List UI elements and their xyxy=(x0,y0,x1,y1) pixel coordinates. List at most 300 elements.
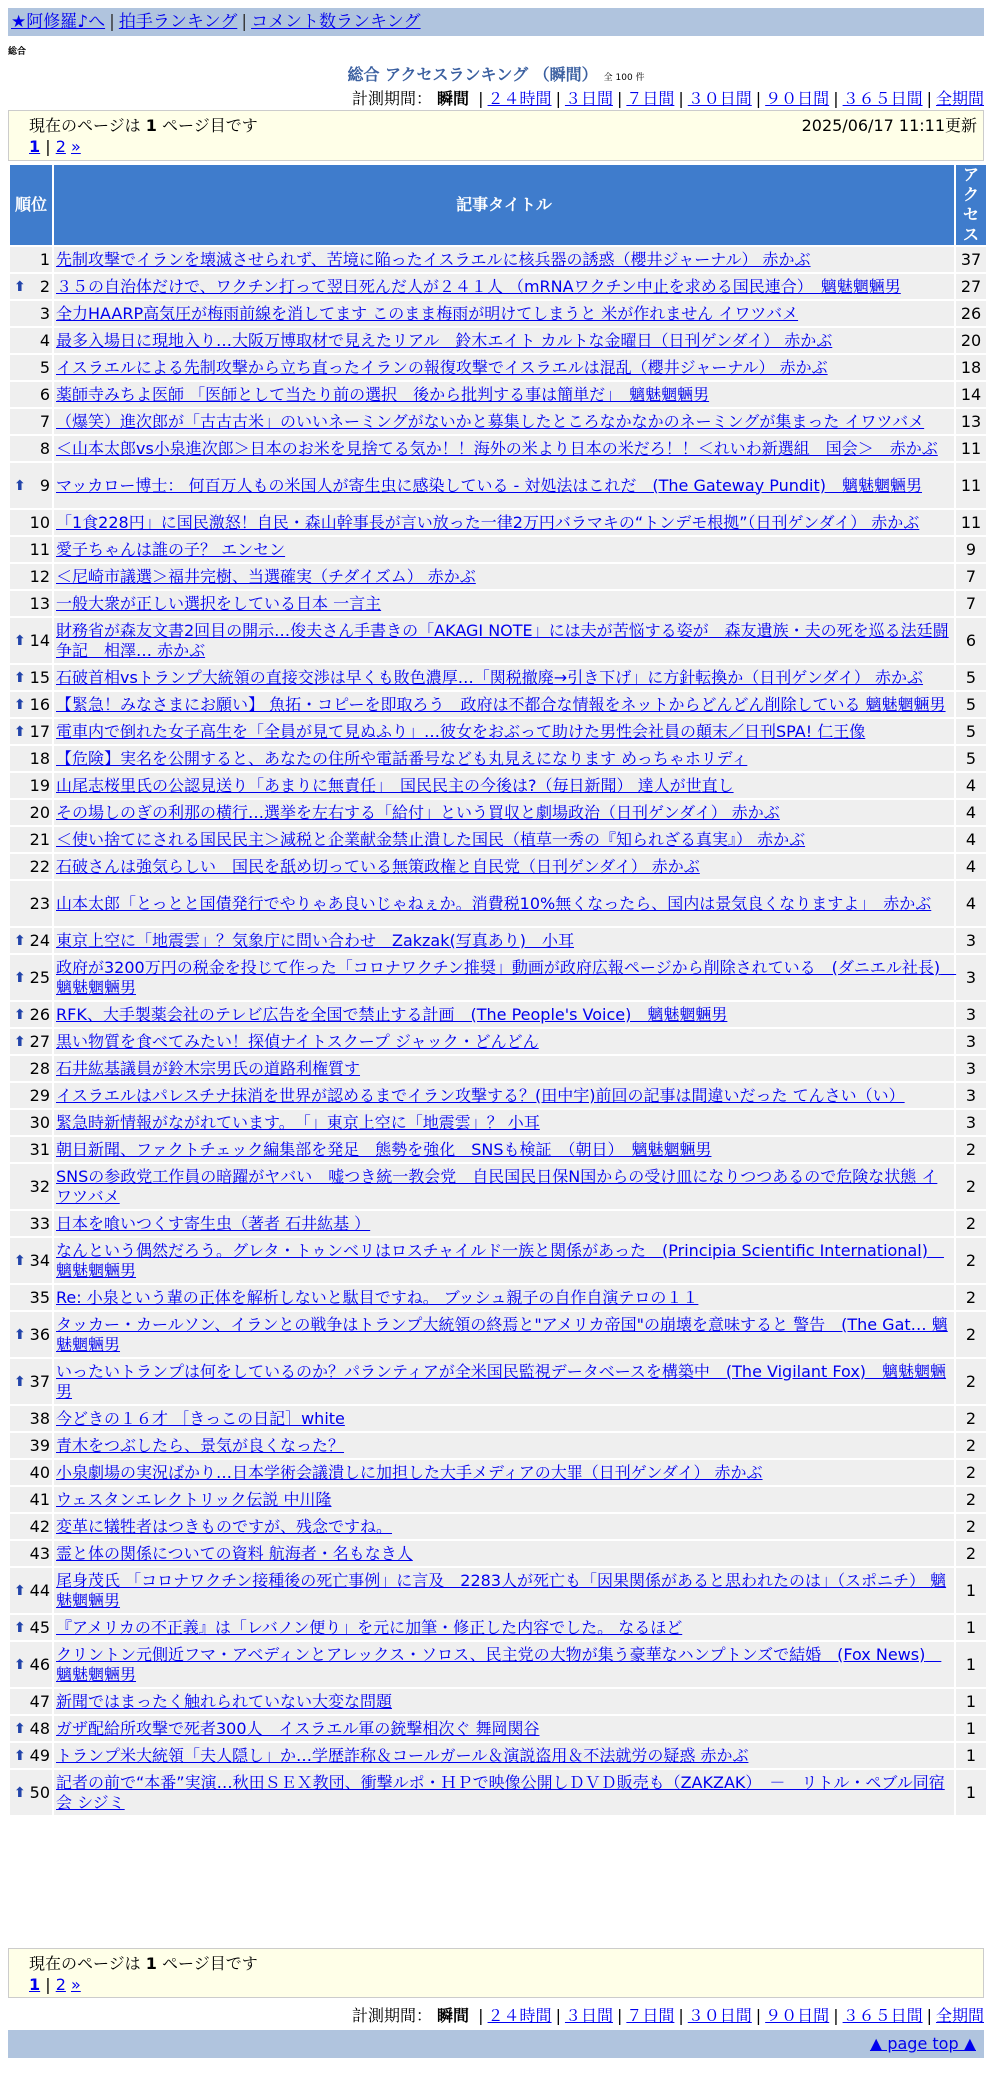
article-title-link[interactable]: 東京上空に「地震雲」？気象庁に問い合わせ Zakzak(写真あり) 小耳 xyxy=(56,930,574,950)
article-title-link[interactable]: 日本を喰いつくす寄生虫（著者 石井紘基 ） xyxy=(56,1213,371,1233)
rank-number: 38 xyxy=(29,1408,50,1428)
title-cell xyxy=(54,1285,954,1310)
rank-number: 14 xyxy=(29,630,50,650)
article-title-link[interactable]: 薬師寺みちよ医師 「医師として当たり前の選択 後から批判する事は簡単だ」 魑魅魍魎男 xyxy=(56,384,710,404)
table-row xyxy=(10,665,986,690)
rank-cell xyxy=(10,692,52,717)
rank-number: 5 xyxy=(39,357,50,377)
title-cell xyxy=(54,1615,954,1640)
title-cell xyxy=(54,1743,954,1768)
access-count: 2 xyxy=(956,1460,986,1485)
table-row xyxy=(10,1743,986,1768)
access-count: 4 xyxy=(956,881,986,926)
title-cell xyxy=(54,409,954,434)
table-row xyxy=(10,1137,986,1162)
article-title-link[interactable]: ガザ配給所攻撃で死者300人 イスラエル軍の銃撃相次ぐ 舞岡関谷 xyxy=(56,1718,540,1738)
rank-cell xyxy=(10,1002,52,1027)
article-title-link[interactable]: 新聞ではまったく触れられていない大変な問題 xyxy=(56,1691,393,1711)
next-page-link[interactable]: » xyxy=(70,137,81,156)
article-title-link[interactable]: Re: 小泉という輩の正体を解析しないと駄目ですね。 ブッシュ親子の自作自演テロの１１ xyxy=(56,1287,699,1307)
article-title-link[interactable]: 黒い物質を食べてみたい！探偵ナイトスクープ ジャック・どんどん xyxy=(56,1031,539,1051)
period-link[interactable]: 全期間 xyxy=(935,89,984,108)
rank-up-arrow-icon: ⬆ xyxy=(14,969,26,986)
title-cell xyxy=(54,1238,954,1283)
table-row xyxy=(10,1433,986,1458)
article-title-link[interactable]: 最多入場日に現地入り…大阪万博取材で見えたリアル 鈴木エイト カルトな金曜日（日刊ゲンダイ） 赤かぶ xyxy=(56,330,833,350)
rank-number: 11 xyxy=(29,539,50,559)
access-count: 2 xyxy=(956,1541,986,1566)
title-cell xyxy=(54,463,954,508)
table-row xyxy=(10,301,986,326)
rank-cell xyxy=(10,1029,52,1054)
rank-cell xyxy=(10,1615,52,1640)
access-count: 2 xyxy=(956,1312,986,1357)
rank-number: 24 xyxy=(29,930,50,950)
article-title-link[interactable]: マッカロー博士： 何百万人もの米国人が寄生虫に感染している - 対処法はこれだ (The Gateway Pundit) 魑魅魍魎男 xyxy=(56,475,923,495)
access-count: 37 xyxy=(956,247,986,272)
period-selector-top xyxy=(352,86,984,109)
article-title-link[interactable]: SNSの参政党工作員の暗躍がヤバい 嘘つき統一教会党 自民国民日保N国からの受け皿になりつつあるので危険な状態 イワツバメ xyxy=(56,1166,938,1206)
table-row xyxy=(10,1770,986,1815)
next-page-link[interactable]: » xyxy=(70,1975,81,1994)
rank-number: 44 xyxy=(29,1580,50,1600)
article-title-link[interactable]: 山本太郎「とっとと国債発行でやりゃあ良いじゃねぇか。消費税10%無くなったら、国内は景気良くなりますよ」 赤かぶ xyxy=(56,893,932,913)
rank-number: 50 xyxy=(29,1782,50,1802)
rank-number: 15 xyxy=(29,667,50,687)
rank-up-arrow-icon: ⬆ xyxy=(14,1373,26,1390)
article-title-link[interactable]: イスラエルによる先制攻撃から立ち直ったイランの報復攻撃でイスラエルは混乱（櫻井ジャーナル） 赤かぶ xyxy=(56,357,828,377)
period-selector-bottom xyxy=(352,2003,984,2026)
rank-cell xyxy=(10,1238,52,1283)
access-count: 4 xyxy=(956,800,986,825)
period-separator: | xyxy=(478,2006,484,2025)
table-row xyxy=(10,1002,986,1027)
page-top-link[interactable]: ▲ page top ▲ xyxy=(869,2034,976,2053)
title-cell xyxy=(54,1406,954,1431)
rank-up-arrow-icon: ⬆ xyxy=(14,696,26,713)
rank-up-arrow-icon: ⬆ xyxy=(14,669,26,686)
title-cell xyxy=(54,537,954,562)
period-link[interactable]: ７日間 xyxy=(626,2006,675,2025)
table-row xyxy=(10,773,986,798)
rank-number: 26 xyxy=(29,1004,50,1024)
period-link[interactable]: ３０日間 xyxy=(687,2006,752,2025)
article-title-link[interactable]: タッカー・カールソン、イランとの戦争はトランプ大統領の終焉と"アメリカ帝国"の崩壊を意味すると 警告 (The Gat… 魑魅魍魎男 xyxy=(56,1314,948,1354)
access-count: 1 xyxy=(956,1642,986,1687)
rank-cell xyxy=(10,1406,52,1431)
access-count: 2 xyxy=(956,1285,986,1310)
period-link[interactable]: 全期間 xyxy=(935,2006,984,2025)
rank-number: 45 xyxy=(29,1617,50,1637)
table-row xyxy=(10,854,986,879)
period-link[interactable]: ３６５日間 xyxy=(842,89,923,108)
rank-cell xyxy=(10,618,52,663)
rank-number: 6 xyxy=(39,384,50,404)
period-link[interactable]: ７日間 xyxy=(626,89,675,108)
access-count: 1 xyxy=(956,1716,986,1741)
article-title-link[interactable]: 緊急時新情報がながれています。 「」東京上空に「地震雲」？ 小耳 xyxy=(56,1112,540,1132)
rank-up-arrow-icon: ⬆ xyxy=(14,932,26,949)
rank-number: 12 xyxy=(29,566,50,586)
article-title-link[interactable]: 青木をつぶしたら、景気が良くなった？ xyxy=(56,1435,345,1455)
rank-cell xyxy=(10,409,52,434)
title-cell xyxy=(54,827,954,852)
rank-cell xyxy=(10,1056,52,1081)
access-count: 2 xyxy=(956,1359,986,1404)
access-count: 2 xyxy=(956,1238,986,1283)
access-count: 2 xyxy=(956,1406,986,1431)
home-link[interactable]: ★阿修羅♪へ xyxy=(11,12,106,32)
period-label: 計測期間： xyxy=(351,89,432,108)
period-link[interactable]: ２４時間 xyxy=(487,2006,552,2025)
article-title-link[interactable]: 『アメリカの不正義』は「レバノン便り」を元に加筆・修正した内容でした。 なるほど xyxy=(56,1617,683,1637)
footer-bar xyxy=(8,2030,984,2058)
table-row xyxy=(10,1211,986,1236)
article-title-link[interactable]: 「1食228円」に国民激怒！自民・森山幹事長が言い放った一律2万円バラマキの“トンデモ根拠”（日刊ゲンダイ） 赤かぶ xyxy=(56,512,920,532)
period-link[interactable]: ３６５日間 xyxy=(842,2006,923,2025)
access-count: 20 xyxy=(956,328,986,353)
rank-up-arrow-icon: ⬆ xyxy=(14,632,26,649)
article-title-link[interactable]: なんという偶然だろう。グレタ・トゥンベリはロスチャイルド一族と関係があった (Principia Scientific International) 魑魅魍魎男 xyxy=(56,1240,944,1280)
pager-separator: | xyxy=(40,137,56,156)
article-title-link[interactable]: 霊と体の関係についての資料 航海者・名もなき人 xyxy=(56,1543,413,1563)
access-count: 11 xyxy=(956,510,986,535)
rank-cell xyxy=(10,1433,52,1458)
page-status-after: ページ目です xyxy=(162,1954,258,1973)
table-row xyxy=(10,1568,986,1613)
title-cell xyxy=(54,1029,954,1054)
title-cell xyxy=(54,800,954,825)
access-count: 11 xyxy=(956,436,986,461)
access-count: 2 xyxy=(956,1211,986,1236)
article-title-link[interactable]: 石井紘基議員が鈴木宗男氏の道路利権質す xyxy=(56,1058,361,1078)
article-title-link[interactable]: 変革に犠牲者はつきものですが、残念ですね。 xyxy=(56,1516,393,1536)
rank-cell xyxy=(10,1137,52,1162)
article-title-link[interactable]: ３５の自治体だけで、ワクチン打って翌日死んだ人が２４１人 （mRNAワクチン中止を求める国民連合） 魑魅魍魎男 xyxy=(56,276,901,296)
page-status-after: ページ目です xyxy=(162,116,258,135)
rank-cell xyxy=(10,1642,52,1687)
rank-number: 43 xyxy=(29,1543,50,1563)
article-title-link[interactable]: 全力HAARP高気圧が梅雨前線を消してます このまま梅雨が明けてしまうと 米が作れません イワツバメ xyxy=(56,303,799,323)
rank-number: 25 xyxy=(29,967,50,987)
period-separator: | xyxy=(833,2006,839,2025)
rank-number: 42 xyxy=(29,1516,50,1536)
access-count: 5 xyxy=(956,719,986,744)
rank-number: 35 xyxy=(29,1287,50,1307)
category-label: 総合 xyxy=(8,47,27,57)
access-count: 3 xyxy=(956,1002,986,1027)
page-status xyxy=(29,113,258,136)
table-row xyxy=(10,1514,986,1539)
rank-number: 31 xyxy=(29,1139,50,1159)
rank-cell xyxy=(10,1460,52,1485)
article-title-link[interactable]: 【危険】実名を公開すると、あなたの住所や電話番号なども丸見えになります めっちゃホリディ xyxy=(56,748,748,768)
article-title-link[interactable]: 一般大衆が正しい選択をしている日本 一言主 xyxy=(56,593,382,613)
rank-cell xyxy=(10,382,52,407)
period-separator: | xyxy=(678,89,684,108)
access-count: 6 xyxy=(956,618,986,663)
rank-number: 28 xyxy=(29,1058,50,1078)
rank-cell xyxy=(10,301,52,326)
rank-cell xyxy=(10,955,52,1000)
table-row xyxy=(10,746,986,771)
table-row xyxy=(10,1487,986,1512)
rank-cell xyxy=(10,1716,52,1741)
rank-cell xyxy=(10,537,52,562)
article-title-link[interactable]: 財務省が森友文書2回目の開示…俊夫さん手書きの「AKAGI NOTE」には夫が苦悩する姿が 森友遺族・夫の死を巡る法廷闘争記 相澤… 赤かぶ xyxy=(56,620,949,660)
rank-up-arrow-icon: ⬆ xyxy=(14,477,26,494)
table-row xyxy=(10,463,986,508)
title-cell xyxy=(54,510,954,535)
rank-up-arrow-icon: ⬆ xyxy=(14,1747,26,1764)
article-title-link[interactable]: ウェスタンエレクトリック伝説 中川隆 xyxy=(56,1489,332,1509)
article-title-link[interactable]: 愛子ちゃんは誰の子？ エンセン xyxy=(56,539,286,559)
rank-cell xyxy=(10,1164,52,1209)
period-current: 瞬間 xyxy=(437,89,470,108)
article-title-link[interactable]: クリントン元側近フマ・アベディンとアレックス・ソロス、民主党の大物が集う豪華なハンプトンズで結婚 (Fox News) 魑魅魍魎男 xyxy=(56,1644,942,1684)
page-2-link[interactable]: 2 xyxy=(55,1975,66,1994)
nav-separator: | xyxy=(241,12,248,32)
access-count: 13 xyxy=(956,409,986,434)
access-count: 1 xyxy=(956,1770,986,1815)
title-cell xyxy=(54,955,957,1000)
access-count: 18 xyxy=(956,355,986,380)
article-title-link[interactable]: 政府が3200万円の税金を投じて作った「コロナワクチン推奨」動画が政府広報ページから削除されている (ダニエル社長) 魑魅魍魎男 xyxy=(56,957,957,997)
title-cell xyxy=(54,328,954,353)
table-row xyxy=(10,1716,986,1741)
clap-ranking-link[interactable]: 拍手ランキング xyxy=(118,12,238,32)
access-count: 3 xyxy=(956,1056,986,1081)
access-count: 4 xyxy=(956,827,986,852)
access-count: 2 xyxy=(956,1487,986,1512)
access-count: 3 xyxy=(956,1083,986,1108)
table-row xyxy=(10,1460,986,1485)
article-title-link[interactable]: 電車内で倒れた女子高生を「全員が見て見ぬふり」…彼女をおぶって助けた男性会社員の顛末／日刊SPA! 仁王像 xyxy=(56,721,866,741)
article-title-link[interactable]: 先制攻撃でイランを壊滅させられず、苦境に陥ったイスラエルに核兵器の誘惑（櫻井ジャーナル） 赤かぶ xyxy=(56,249,811,269)
pager-separator: | xyxy=(40,1975,56,1994)
article-title-link[interactable]: 尾身茂氏 「コロナワクチン接種後の死亡事例」に言及 2283人が死亡も「因果関係があると思われたのは」（スポニチ） 魑魅魍魎男 xyxy=(56,1570,947,1610)
access-count: 1 xyxy=(956,1689,986,1714)
table-row xyxy=(10,692,986,717)
table-row xyxy=(10,1312,986,1357)
rank-number: 37 xyxy=(29,1371,50,1391)
table-row xyxy=(10,1689,986,1714)
rank-number: 41 xyxy=(29,1489,50,1509)
title-cell xyxy=(54,1002,954,1027)
title-cell xyxy=(54,1716,954,1741)
title-cell xyxy=(54,247,954,272)
access-count: 4 xyxy=(956,773,986,798)
table-row xyxy=(10,1083,986,1108)
table-row xyxy=(10,1110,986,1135)
rank-number: 30 xyxy=(29,1112,50,1132)
rank-up-arrow-icon: ⬆ xyxy=(14,1326,26,1343)
rank-cell xyxy=(10,1312,52,1357)
pager xyxy=(29,1975,81,1994)
rank-number: 32 xyxy=(29,1176,50,1196)
period-link[interactable]: ３０日間 xyxy=(687,89,752,108)
rank-number: 8 xyxy=(39,438,50,458)
nav-separator: | xyxy=(109,12,115,32)
rank-number: 23 xyxy=(29,893,50,913)
article-title-link[interactable]: 石破首相vsトランプ大統領の直接交渉は早くも敗色濃厚…「関税撤廃→引き下げ」に方針転換か（日刊ゲンダイ） 赤かぶ xyxy=(56,667,924,687)
ranking-table-body xyxy=(10,247,986,1815)
title-cell xyxy=(54,881,954,926)
rank-cell xyxy=(10,881,52,926)
rank-cell xyxy=(10,1514,52,1539)
rank-cell xyxy=(10,564,52,589)
rank-cell xyxy=(10,1541,52,1566)
rank-cell xyxy=(10,1568,52,1613)
table-row xyxy=(10,1406,986,1431)
rank-number: 36 xyxy=(29,1324,50,1344)
title-cell xyxy=(54,1514,954,1539)
access-count: 3 xyxy=(956,1110,986,1135)
rank-up-arrow-icon: ⬆ xyxy=(14,1033,26,1050)
article-title-link[interactable]: その場しのぎの利那の横行…選挙を左右する「給付」という買収と劇場政治（日刊ゲンダイ） 赤かぶ xyxy=(56,802,780,822)
table-row xyxy=(10,1615,986,1640)
access-count: 1 xyxy=(956,1743,986,1768)
rank-up-arrow-icon: ⬆ xyxy=(14,1619,26,1636)
rank-cell xyxy=(10,773,52,798)
title-header: 記事タイトル xyxy=(54,165,954,245)
period-link[interactable]: ９０日間 xyxy=(765,2006,830,2025)
title-cell xyxy=(54,928,954,953)
access-count: 7 xyxy=(956,564,986,589)
title-cell xyxy=(54,773,954,798)
page-status-before: 現在のページは xyxy=(29,1954,141,1973)
article-title-link[interactable]: いったいトランプは何をしているのか？パランティアが全米国民監視データベースを構築中 (The Vigilant Fox) 魑魅魍魎男 xyxy=(56,1361,947,1401)
table-row xyxy=(10,1029,986,1054)
article-title-link[interactable]: 朝日新聞、ファクトチェック編集部を発足 態勢を強化 SNSも検証 （朝日） 魑魅魍魎男 xyxy=(56,1139,712,1159)
access-count: 5 xyxy=(956,665,986,690)
page-info-bottom xyxy=(8,1948,984,1998)
rank-up-arrow-icon: ⬆ xyxy=(14,278,26,295)
period-separator: | xyxy=(678,2006,684,2025)
rank-header: 順位 xyxy=(10,165,52,245)
access-count: 11 xyxy=(956,463,986,508)
period-link[interactable]: ２４時間 xyxy=(487,89,552,108)
title-cell xyxy=(54,591,954,616)
article-title-link[interactable]: 山尾志桜里氏の公認見送り「あまりに無責任」 国民民主の今後は?（毎日新聞） 達人が世直し xyxy=(56,775,734,795)
table-row xyxy=(10,510,986,535)
rank-number: 22 xyxy=(29,856,50,876)
table-row xyxy=(10,537,986,562)
access-count: 14 xyxy=(956,382,986,407)
period-link[interactable]: ３日間 xyxy=(564,2006,613,2025)
table-row xyxy=(10,1541,986,1566)
access-count: 2 xyxy=(956,1433,986,1458)
article-title-link[interactable]: ＜尼崎市議選＞福井完樹、当選確実（チダイズム） 赤かぶ xyxy=(56,566,476,586)
rank-number: 3 xyxy=(39,303,50,323)
article-title-link[interactable]: ＜山本太郎vs小泉進次郎＞日本のお米を見捨てる気か！！海外の米より日本の米だろ！！＜れいわ新選組 国会＞ 赤かぶ xyxy=(56,438,938,458)
table-row xyxy=(10,274,986,299)
period-separator: | xyxy=(478,89,484,108)
access-count: 3 xyxy=(956,955,986,1000)
table-row xyxy=(10,355,986,380)
page-1-link[interactable]: 1 xyxy=(29,137,41,156)
article-title-link[interactable]: トランプ米大統領「夫人隠し」か…学歴詐称＆コールガール＆演説盗用＆不法就労の疑惑 赤かぶ xyxy=(56,1745,749,1765)
rank-cell xyxy=(10,928,52,953)
title-cell xyxy=(54,1568,954,1613)
comment-ranking-link[interactable]: コメント数ランキング xyxy=(251,12,421,32)
rank-cell xyxy=(10,436,52,461)
period-link[interactable]: ３日間 xyxy=(564,89,613,108)
table-row xyxy=(10,1238,986,1283)
article-title-link[interactable]: イスラエルはパレスチナ抹消を世界が認めるまでイラン攻撃する？(田中宇)前回の記事は間違いだった てんさい（い） xyxy=(56,1085,905,1105)
article-title-link[interactable]: 小泉劇場の実況ばかり…日本学術会議潰しに加担した大手メディアの大罪（日刊ゲンダイ） 赤かぶ xyxy=(56,1462,763,1482)
rank-cell xyxy=(10,1110,52,1135)
article-title-link[interactable]: ＜使い捨てにされる国民民主＞減税と企業献金禁止潰した国民（植草一秀の『知られざる真実』） 赤かぶ xyxy=(56,829,806,849)
article-title-link[interactable]: RFK、大手製薬会社のテレビ広告を全国で禁止する計画 (The People's Voice) 魑魅魍魎男 xyxy=(56,1004,728,1024)
rank-up-arrow-icon: ⬆ xyxy=(14,1252,26,1269)
access-count: 3 xyxy=(956,1029,986,1054)
rank-cell xyxy=(10,746,52,771)
article-title-link[interactable]: 今どきの１６才 ［きっこの日記］white xyxy=(56,1408,345,1428)
title-cell xyxy=(54,746,954,771)
page-status xyxy=(29,1951,258,1974)
rank-number: 1 xyxy=(39,249,50,269)
title-cell xyxy=(54,692,954,717)
title-cell xyxy=(54,564,954,589)
title-cell xyxy=(54,382,954,407)
period-current: 瞬間 xyxy=(437,2006,470,2025)
rank-cell xyxy=(10,1285,52,1310)
title-cell xyxy=(54,1487,954,1512)
rank-cell xyxy=(10,510,52,535)
rank-number: 17 xyxy=(29,721,50,741)
rank-number: 13 xyxy=(29,593,50,613)
rank-number: 47 xyxy=(29,1691,50,1711)
access-count: 9 xyxy=(956,537,986,562)
period-link[interactable]: ９０日間 xyxy=(765,89,830,108)
period-separator: | xyxy=(755,2006,762,2025)
article-title-link[interactable]: （爆笑）進次郎が「古古古米」のいいネーミングがないかと募集したところなかなかのネーミングが集まった イワツバメ xyxy=(56,411,925,431)
rank-up-arrow-icon: ⬆ xyxy=(14,1656,26,1673)
rank-number: 46 xyxy=(29,1654,50,1674)
rank-number: 18 xyxy=(29,748,50,768)
access-header: アクセス xyxy=(956,165,986,245)
title-cell xyxy=(54,301,954,326)
page-2-link[interactable]: 2 xyxy=(55,137,66,156)
title-cell xyxy=(54,618,954,663)
article-title-link[interactable]: 【緊急！みなさまにお願い】 魚拓・コピーを即取ろう 政府は不都合な情報をネットからどんどん削除している 魑魅魍魎男 xyxy=(56,694,946,714)
access-count: 2 xyxy=(956,1164,986,1209)
title-cell xyxy=(54,355,954,380)
title-cell xyxy=(54,274,954,299)
rank-number: 40 xyxy=(29,1462,50,1482)
title-cell xyxy=(54,854,954,879)
article-title-link[interactable]: 石破さんは強気らしい 国民を舐め切っている無策政権と自民党（日刊ゲンダイ） 赤かぶ xyxy=(56,856,700,876)
table-row xyxy=(10,591,986,616)
table-row xyxy=(10,1642,986,1687)
page-1-link[interactable]: 1 xyxy=(29,1975,41,1994)
total-count: 全 100 件 xyxy=(603,73,645,83)
rank-number: 27 xyxy=(29,1031,50,1051)
title-cell xyxy=(54,1110,954,1135)
title-cell xyxy=(54,1164,954,1209)
ranking-title xyxy=(0,62,992,85)
table-row xyxy=(10,719,986,744)
period-links xyxy=(474,2006,984,2025)
rank-number: 2 xyxy=(39,276,50,296)
rank-number: 7 xyxy=(39,411,50,431)
updated-timestamp: 2025/06/17 11:11更新 xyxy=(801,116,977,135)
title-cell xyxy=(54,1359,954,1404)
title-cell xyxy=(54,1433,954,1458)
title-cell xyxy=(54,436,954,461)
article-title-link[interactable]: 記者の前で“本番”実演…秋田ＳＥＸ教団、衝撃ルポ・ＨＰで映像公開しＤＶＤ販売も（ZAKZAK） － リトル・ペブル同宿会 シジミ xyxy=(56,1772,945,1812)
